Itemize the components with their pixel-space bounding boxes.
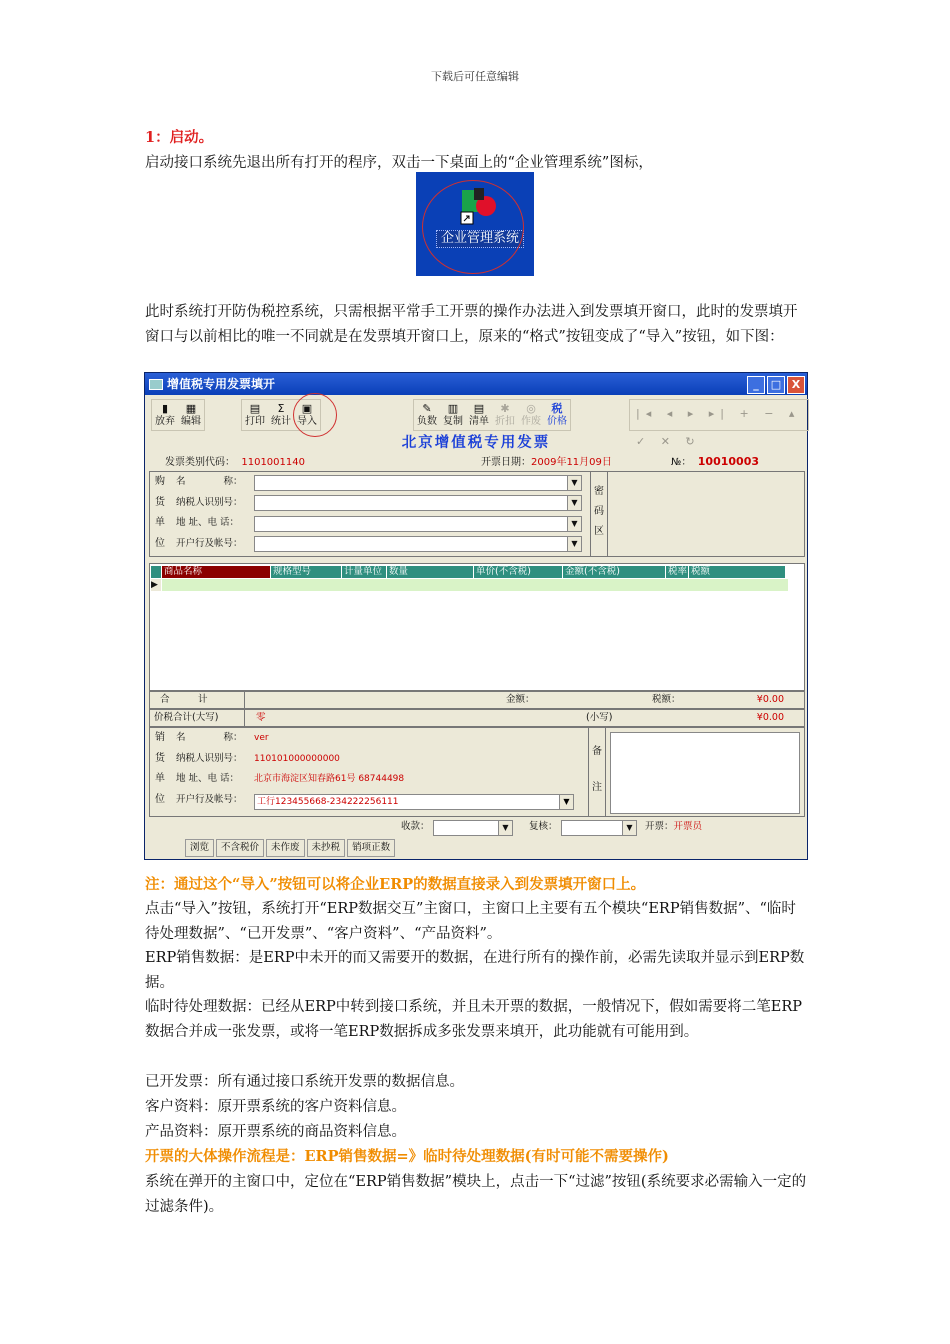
discard-button[interactable]: ▮ 放弃	[152, 400, 178, 430]
status-item: 未抄税	[307, 839, 346, 857]
remark-textarea[interactable]	[610, 732, 800, 814]
paragraph-5: 临时待处理数据：已经从ERP中转到接口系统，并且未开票的数据，一般情况下，假如需要将二笔ERP数据合并成一张发票，或将一笔ERP数据拆成多张发票来填开，此功能就有可能用到。	[145, 999, 803, 1040]
buyer-bank-input[interactable]	[254, 536, 582, 552]
chevron-down-icon[interactable]: ▼	[559, 795, 573, 809]
total-row: 合 计 金额： 税额： ¥0.00	[149, 691, 805, 709]
toolbar-group-edit	[151, 399, 205, 431]
column-header[interactable]: 数量	[387, 566, 474, 578]
remark-label: 备 注	[588, 728, 606, 816]
table-row[interactable]	[162, 579, 788, 591]
list-button[interactable]: ▤ 清单	[466, 400, 492, 430]
copy-button[interactable]: ▥ 复制	[440, 400, 466, 430]
sigma-icon: Σ	[277, 402, 285, 415]
flow-title: 开票的大体操作流程是：ERP销售数据=》临时待处理数据(有时可能不需要操作)	[145, 1148, 669, 1165]
maximize-button[interactable]: □	[767, 376, 785, 394]
password-area-label: 密 码 区	[590, 472, 608, 556]
print-button[interactable]: ▤ 打印	[242, 400, 268, 430]
number-row: №： 10010003	[671, 455, 759, 468]
copy-icon: ▥	[447, 402, 459, 415]
sum-small-value: ¥0.00	[756, 712, 784, 723]
column-header[interactable]: 金额(不含税)	[563, 566, 666, 578]
record-navigator[interactable]: |◂ ◂ ▸ ▸| + − ▴ ✓ ✕ ↻	[629, 399, 809, 431]
section-title: 1：启动。	[145, 129, 214, 146]
close-button[interactable]: X	[787, 376, 805, 394]
seller-values: ver 110101000000000 北京市海淀区知春路61号 68744498	[254, 733, 405, 784]
invoice-number: 10010003	[697, 455, 759, 468]
seller-section	[149, 727, 805, 817]
pen-icon: ✎	[422, 402, 432, 415]
discount-icon: ✱	[500, 402, 510, 415]
column-header[interactable]: 单价(不含税)	[474, 566, 563, 578]
paragraph-8: 产品资料：原开票系统的商品资料信息。	[145, 1124, 406, 1140]
paragraph-9: 系统在弹开的主窗口中，定位在“ERP销售数据”模块上，点击一下“过滤”按钮(系统要求必需输入一定的过滤条件)。	[145, 1174, 807, 1215]
type-code-value: 1101001140	[241, 457, 305, 468]
issuer-value: 开票员	[673, 821, 703, 832]
column-header[interactable]: 计量单位	[342, 566, 387, 578]
payee-select[interactable]	[433, 820, 513, 836]
invoice-window	[144, 372, 808, 860]
seller-bank-select[interactable]: 工行123455668-234222256111 ▼	[254, 794, 574, 810]
status-bar	[185, 839, 397, 857]
status-item: 未作废	[266, 839, 305, 857]
void-icon: ◎	[526, 402, 536, 415]
desktop-icon-area[interactable]	[416, 172, 534, 276]
column-header[interactable]: 规格型号	[271, 566, 342, 578]
chevron-down-icon[interactable]: ▼	[567, 476, 581, 490]
invoice-title: 北京增值税专用发票	[401, 435, 551, 451]
page-header: 下载后可任意编辑	[431, 70, 519, 83]
buyer-address-input[interactable]	[254, 516, 582, 532]
row-indicator-icon: ▶	[151, 579, 161, 591]
status-item: 浏览	[185, 839, 214, 857]
checker-label: 复核：	[529, 821, 558, 832]
column-header[interactable]: 税额	[689, 566, 786, 578]
tax-icon: 税	[551, 402, 563, 415]
chevron-down-icon[interactable]: ▼	[622, 821, 636, 835]
buyer-section	[149, 471, 805, 557]
paragraph-3: 点击“导入”按钮，系统打开“ERP数据交互”主窗口，主窗口上主要有五个模块“ERP销售数据”、“临时待处理数据”、“已开发票”、“客户资料”、“产品资料”。	[145, 901, 796, 942]
total-tax-value: ¥0.00	[756, 694, 784, 705]
grid-corner	[151, 566, 162, 578]
status-item: 销项正数	[347, 839, 395, 857]
import-button[interactable]: ▣ 导入	[294, 400, 320, 430]
date-row: 开票日期：2009年11月09日	[481, 457, 612, 468]
print-icon: ▤	[249, 402, 261, 415]
sum-row: 价税合计(大写) 零 (小写) ¥0.00	[149, 709, 805, 727]
type-code-row: 发票类别代码： 1101001140	[165, 457, 305, 468]
discount-button[interactable]: ✱ 折扣	[492, 400, 518, 430]
buyer-name-input[interactable]	[254, 475, 582, 491]
chevron-down-icon[interactable]: ▼	[567, 537, 581, 551]
sum-chinese-value: 零	[256, 712, 266, 723]
buyer-field-labels: 名 称： 纳税人识别号： 地 址、电 话： 开户行及帐号：	[176, 476, 243, 549]
paragraph-2: 此时系统打开防伪税控系统，只需根据平常手工开票的操作办法进入到发票填开窗口，此时的发票填开窗口与以前相比的唯一不同就是在发票填开窗口上，原来的“格式”按钮变成了“导入”按钮，如下图：	[145, 304, 798, 345]
column-header[interactable]: 商品名称	[162, 566, 271, 578]
checker-select[interactable]	[561, 820, 637, 836]
paragraph-6: 已开发票：所有通过接口系统开发票的数据信息。	[145, 1074, 464, 1090]
stats-button[interactable]: Σ 统计	[268, 400, 294, 430]
import-icon: ▣	[301, 402, 313, 415]
payee-label: 收款：	[401, 821, 430, 832]
status-item: 不含税价	[216, 839, 264, 857]
negative-button[interactable]: ✎ 负数	[414, 400, 440, 430]
desktop-icon-label: 企业管理系统	[436, 230, 524, 248]
toolbar-group-invoice	[413, 399, 571, 431]
edit-button[interactable]: ▦ 编辑	[178, 400, 204, 430]
seller-field-labels: 名 称： 纳税人识别号： 地 址、电 话： 开户行及帐号：	[176, 732, 243, 805]
window-titlebar	[145, 373, 807, 395]
column-header[interactable]: 税率	[668, 566, 688, 577]
chevron-down-icon[interactable]: ▼	[567, 517, 581, 531]
window-icon	[149, 379, 163, 390]
paragraph-1: 启动接口系统先退出所有打开的程序，双击一下桌面上的“企业管理系统”图标，	[145, 155, 653, 171]
buyer-taxid-input[interactable]	[254, 495, 582, 511]
price-button[interactable]: 税 价格	[544, 400, 570, 430]
list-icon: ▤	[473, 402, 485, 415]
paragraph-7: 客户资料：原开票系统的客户资料信息。	[145, 1099, 406, 1115]
buyer-vertical-label: 购 货 单 位	[155, 476, 165, 549]
chevron-down-icon[interactable]: ▼	[498, 821, 512, 835]
highlight-circle	[422, 180, 524, 274]
seller-vertical-label: 销 货 单 位	[155, 732, 165, 805]
edit-icon: ▦	[185, 402, 197, 415]
items-grid[interactable]	[149, 563, 805, 691]
note: 注：通过这个“导入”按钮可以将企业ERP的数据直接录入到发票填开窗口上。	[145, 876, 646, 893]
date-value: 2009年11月09日	[531, 457, 612, 468]
chevron-down-icon[interactable]: ▼	[567, 496, 581, 510]
grid-header	[151, 566, 786, 578]
void-button[interactable]: ◎ 作废	[518, 400, 544, 430]
paragraph-4: ERP销售数据：是ERP中未开的而又需要开的数据，在进行所有的操作前，必需先读取并显示到ERP数据。	[145, 950, 805, 991]
window-title: 增值税专用发票填开	[167, 377, 276, 391]
discard-icon: ▮	[161, 402, 169, 415]
minimize-button[interactable]: _	[747, 376, 765, 394]
issuer-row: 开票：开票员	[645, 821, 703, 832]
